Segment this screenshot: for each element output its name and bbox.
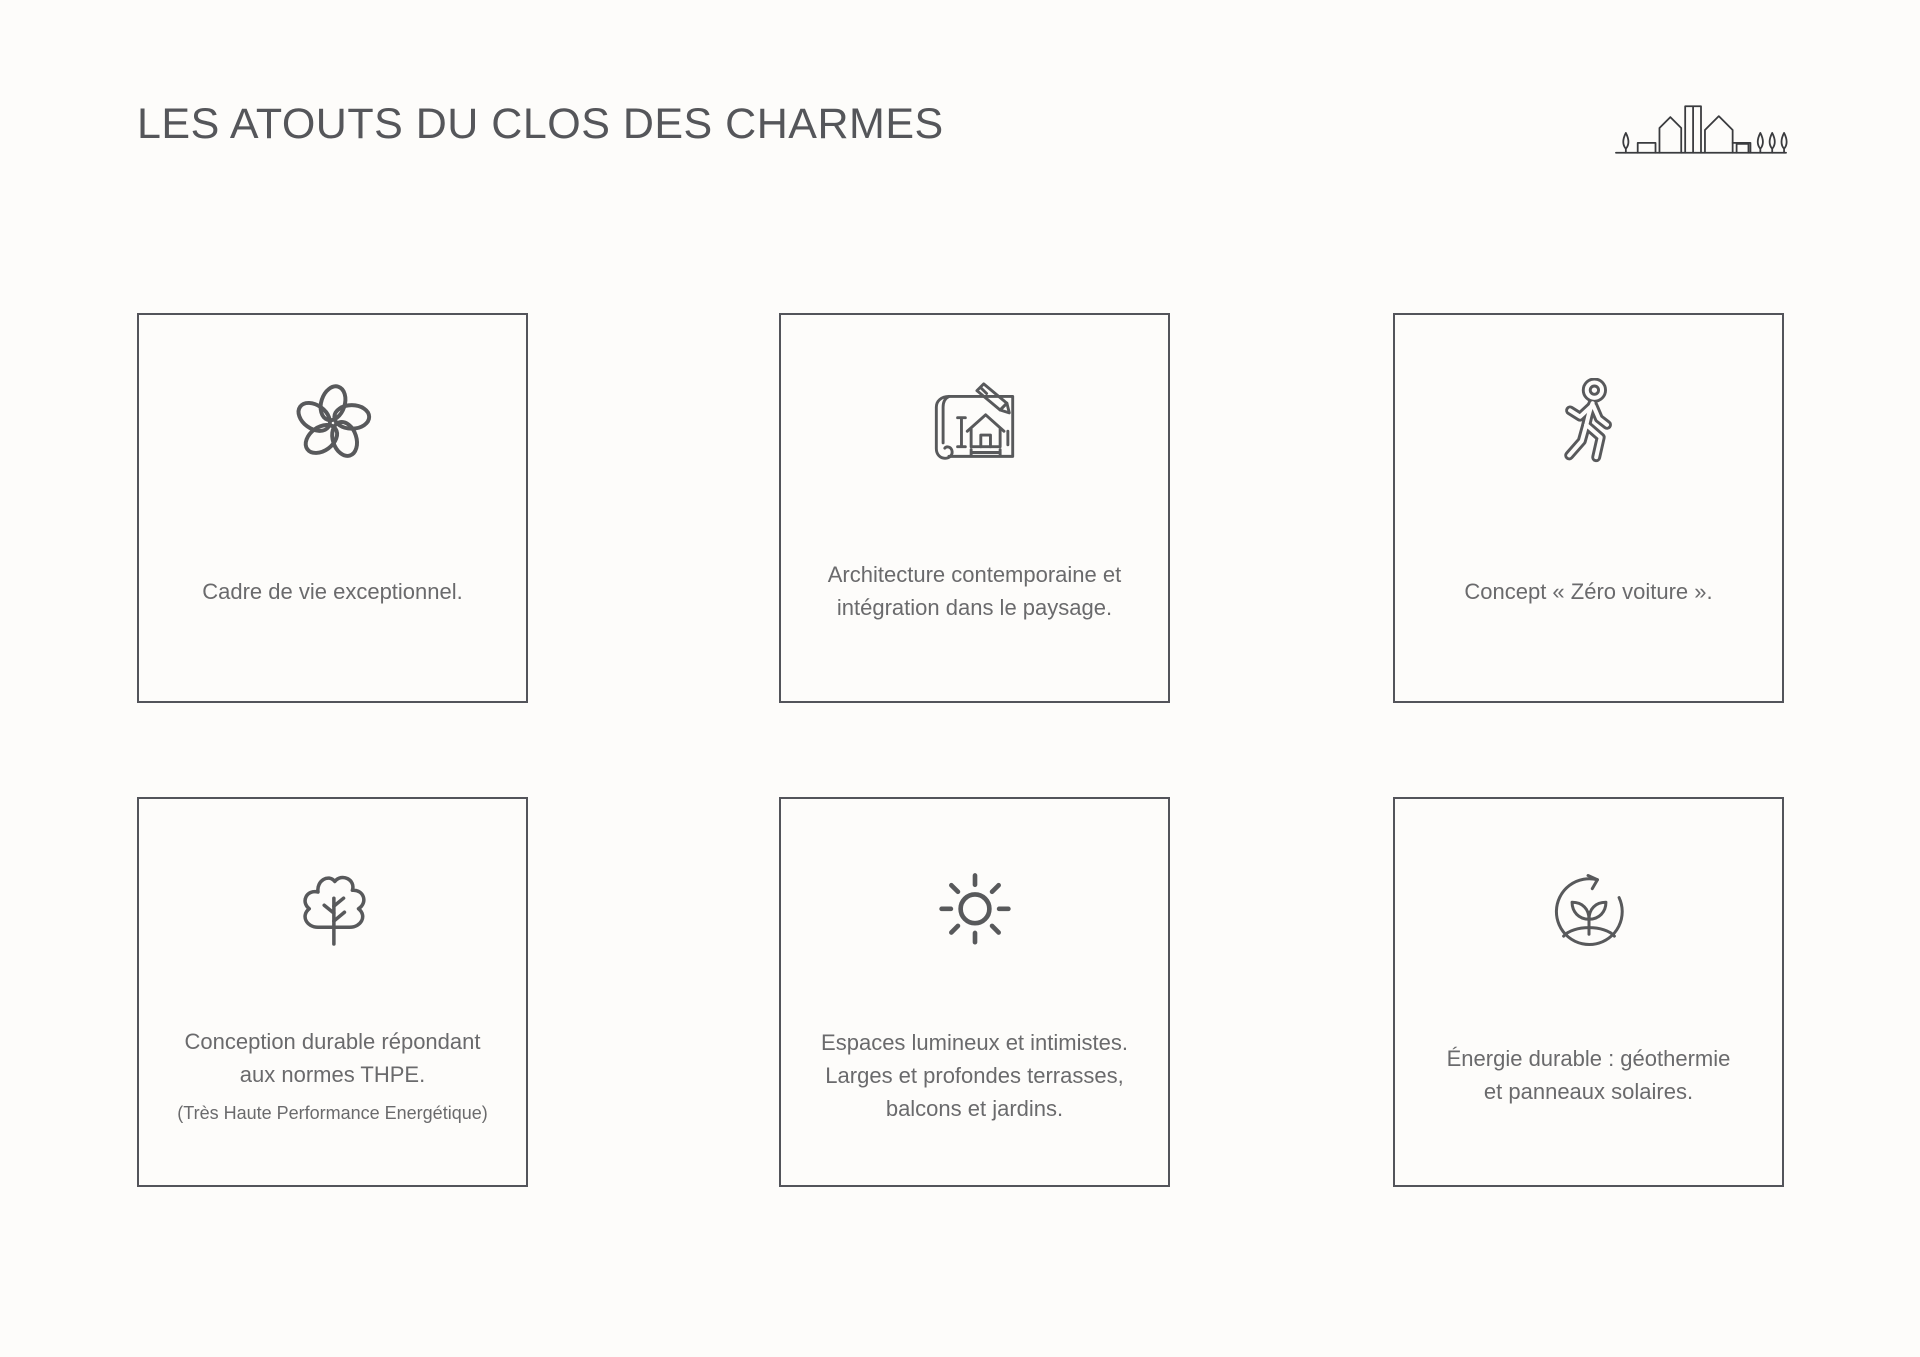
card-conception-durable	[137, 797, 528, 1187]
card-espaces-lumineux	[779, 797, 1170, 1187]
card-line: balcons et jardins.	[885, 1095, 1064, 1121]
card-line: Espaces lumineux et intimistes.	[821, 1029, 1128, 1055]
card-line: Larges et profondes terrasses,	[825, 1062, 1124, 1088]
card-line: Conception durable répondant	[184, 1028, 481, 1054]
city-skyline-icon	[1612, 96, 1790, 160]
card-text	[151, 993, 514, 1157]
flower-icon	[139, 365, 526, 481]
card-line: Énergie durable : géothermie	[1446, 1046, 1731, 1071]
card-line: aux normes THPE.	[239, 1061, 426, 1087]
card-line: Architecture contemporaine et	[827, 562, 1122, 587]
card-energie-durable	[1393, 797, 1784, 1187]
card-line: Cadre de vie exceptionnel.	[202, 578, 463, 604]
card-text	[793, 993, 1156, 1157]
pedestrian-icon	[1395, 365, 1782, 481]
blueprint-icon	[781, 365, 1168, 481]
card-text	[1407, 509, 1770, 673]
card-architecture	[779, 313, 1170, 703]
card-line: et panneaux solaires.	[1483, 1079, 1694, 1104]
card-cadre-de-vie	[137, 313, 528, 703]
renewable-energy-icon	[1395, 849, 1782, 965]
sun-icon	[781, 849, 1168, 965]
card-text	[151, 509, 514, 673]
card-note: (Très Haute Performance Energétique)	[177, 1102, 488, 1123]
page-title: LES ATOUTS DU CLOS DES CHARMES	[137, 100, 944, 148]
card-line: Concept « Zéro voiture ».	[1464, 578, 1713, 604]
card-text	[1407, 993, 1770, 1157]
card-zero-voiture	[1393, 313, 1784, 703]
card-line: intégration dans le paysage.	[836, 595, 1113, 620]
tree-icon	[139, 849, 526, 965]
card-text	[793, 509, 1156, 673]
